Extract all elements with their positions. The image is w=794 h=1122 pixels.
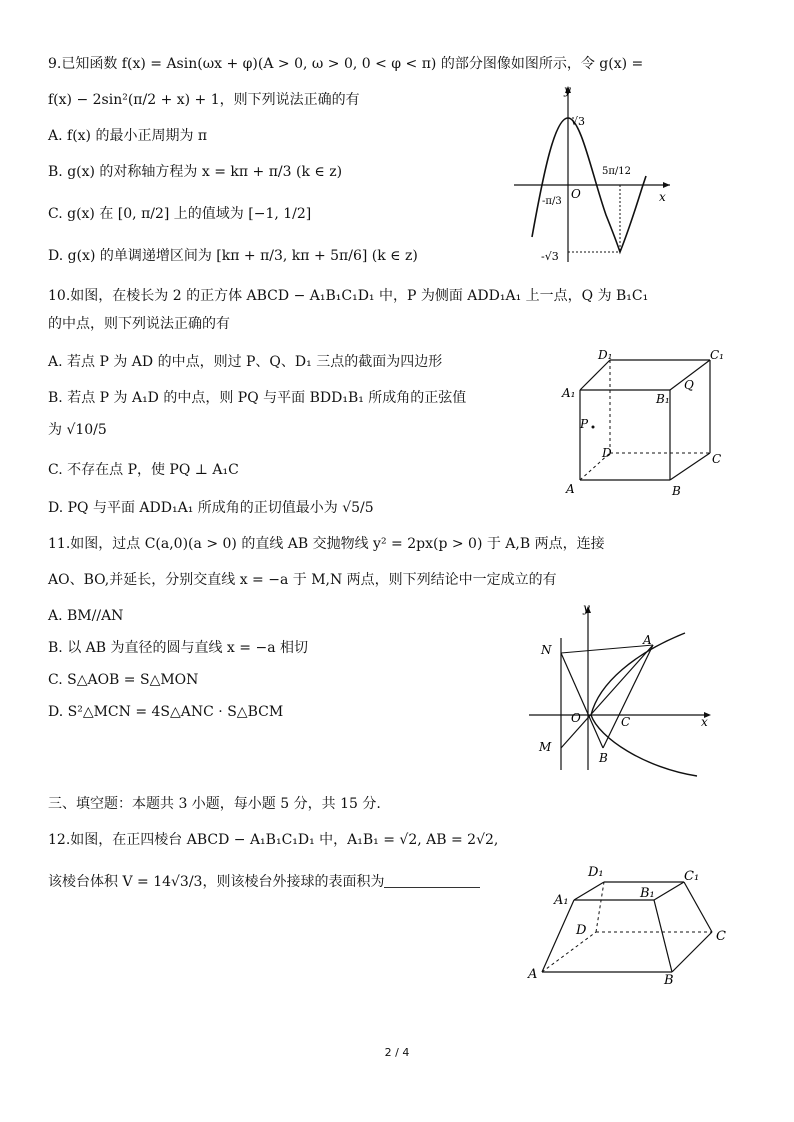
q11-stem-line2: AO、BO,并延长，分别交直线 x = −a 于 M,N 两点，则下列结论中一定成立的有 bbox=[48, 572, 557, 588]
label-o: O bbox=[571, 711, 581, 725]
label-b1: B₁ bbox=[640, 886, 655, 901]
label-c: C bbox=[621, 715, 631, 729]
x-label: x bbox=[659, 190, 666, 204]
label-a: A bbox=[566, 482, 575, 496]
label-a: A bbox=[643, 633, 652, 647]
label-c: C bbox=[716, 929, 726, 944]
q9-stem-line2: f(x) − 2sin²(π/2 + x) + 1，则下列说法正确的有 bbox=[48, 92, 360, 108]
q11-parabola-figure bbox=[525, 598, 725, 778]
label-a1: A₁ bbox=[562, 386, 576, 400]
q9-sine-graph bbox=[508, 80, 680, 270]
x-label: x bbox=[701, 715, 708, 729]
page-number: 2 / 4 bbox=[384, 1046, 410, 1059]
label-d1: D₁ bbox=[598, 348, 613, 362]
q10-option-c: C. 不存在点 P，使 PQ ⊥ A₁C bbox=[48, 462, 239, 478]
label-d: D bbox=[602, 446, 612, 460]
label-b: B bbox=[664, 973, 674, 988]
y-label: y bbox=[564, 83, 571, 97]
q9-option-b: B. g(x) 的对称轴方程为 x = kπ + π/3 (k ∈ z) bbox=[48, 164, 343, 180]
y-label: y bbox=[583, 601, 590, 615]
q12-stem-line2 bbox=[48, 872, 480, 892]
q11-option-a: A. BM//AN bbox=[48, 608, 124, 624]
label-p: P bbox=[580, 417, 589, 431]
q10-option-a: A. 若点 P 为 AD 的中点，则过 P、Q、D₁ 三点的截面为四边形 bbox=[48, 354, 443, 370]
left-zero-label: -π/3 bbox=[542, 196, 562, 207]
q9-option-a: A. f(x) 的最小正周期为 π bbox=[48, 128, 208, 144]
q9-option-d: D. g(x) 的单调递增区间为 [kπ + π/3, kπ + 5π/6] (k ∈ z) bbox=[48, 248, 418, 264]
q10-option-d: D. PQ 与平面 ADD₁A₁ 所成角的正切值最小为 √5/5 bbox=[48, 500, 374, 516]
label-n: N bbox=[541, 643, 552, 657]
origin-label: O bbox=[571, 187, 581, 201]
max-label: √3 bbox=[571, 115, 586, 128]
label-c1: C₁ bbox=[710, 348, 724, 362]
q9-stem-line1: 9.已知函数 f(x) = Asin(ωx + φ)(A > 0, ω > 0, 0 < φ < π) 的部分图像如图所示，令 g(x) = bbox=[48, 56, 644, 72]
q10-stem-line1: 10.如图，在棱长为 2 的正方体 ABCD − A₁B₁C₁D₁ 中，P 为侧面 ADD₁A₁ 上一点，Q 为 B₁C₁ bbox=[48, 288, 649, 304]
label-c1: C₁ bbox=[684, 869, 700, 884]
label-b1: B₁ bbox=[656, 392, 670, 406]
q11-option-b: B. 以 AB 为直径的圆与直线 x = −a 相切 bbox=[48, 640, 308, 656]
label-q: Q bbox=[684, 378, 694, 392]
q12-stem-line2-text: 该棱台体积 V = 14√3/3，则该棱台外接球的表面积为 bbox=[48, 874, 385, 890]
section-3-heading: 三、填空题：本题共 3 小题，每小题 5 分，共 15 分. bbox=[48, 796, 381, 812]
q9-option-c: C. g(x) 在 [0, π/2] 上的值域为 [−1, 1/2] bbox=[48, 206, 312, 222]
right-zero-label: 5π/12 bbox=[602, 166, 632, 177]
label-d1: D₁ bbox=[588, 865, 604, 880]
label-b: B bbox=[599, 751, 608, 765]
q11-option-d: D. S²△MCN = 4S△ANC · S△BCM bbox=[48, 704, 284, 720]
q10-option-b-cont: 为 √10/5 bbox=[48, 422, 107, 438]
label-b: B bbox=[672, 484, 681, 498]
label-a1: A₁ bbox=[554, 893, 569, 908]
min-label: -√3 bbox=[541, 250, 559, 263]
q10-cube-figure bbox=[560, 345, 730, 503]
label-d: D bbox=[576, 923, 587, 938]
answer-blank[interactable] bbox=[384, 873, 480, 888]
label-m: M bbox=[539, 740, 552, 754]
q12-frustum-figure bbox=[524, 860, 734, 988]
label-c: C bbox=[712, 452, 722, 466]
q10-option-b: B. 若点 P 为 A₁D 的中点，则 PQ 与平面 BDD₁B₁ 所成角的正弦值 bbox=[48, 390, 467, 406]
q11-option-c: C. S△AOB = S△MON bbox=[48, 672, 199, 688]
q10-stem-line2: 的中点，则下列说法正确的有 bbox=[48, 316, 230, 332]
q12-stem-line1: 12.如图，在正四棱台 ABCD − A₁B₁C₁D₁ 中，A₁B₁ = √2, AB = 2√2, bbox=[48, 832, 499, 848]
q11-stem-line1: 11.如图，过点 C(a,0)(a > 0) 的直线 AB 交抛物线 y² = 2px(p > 0) 于 A,B 两点，连接 bbox=[48, 536, 605, 552]
label-a: A bbox=[528, 967, 538, 982]
